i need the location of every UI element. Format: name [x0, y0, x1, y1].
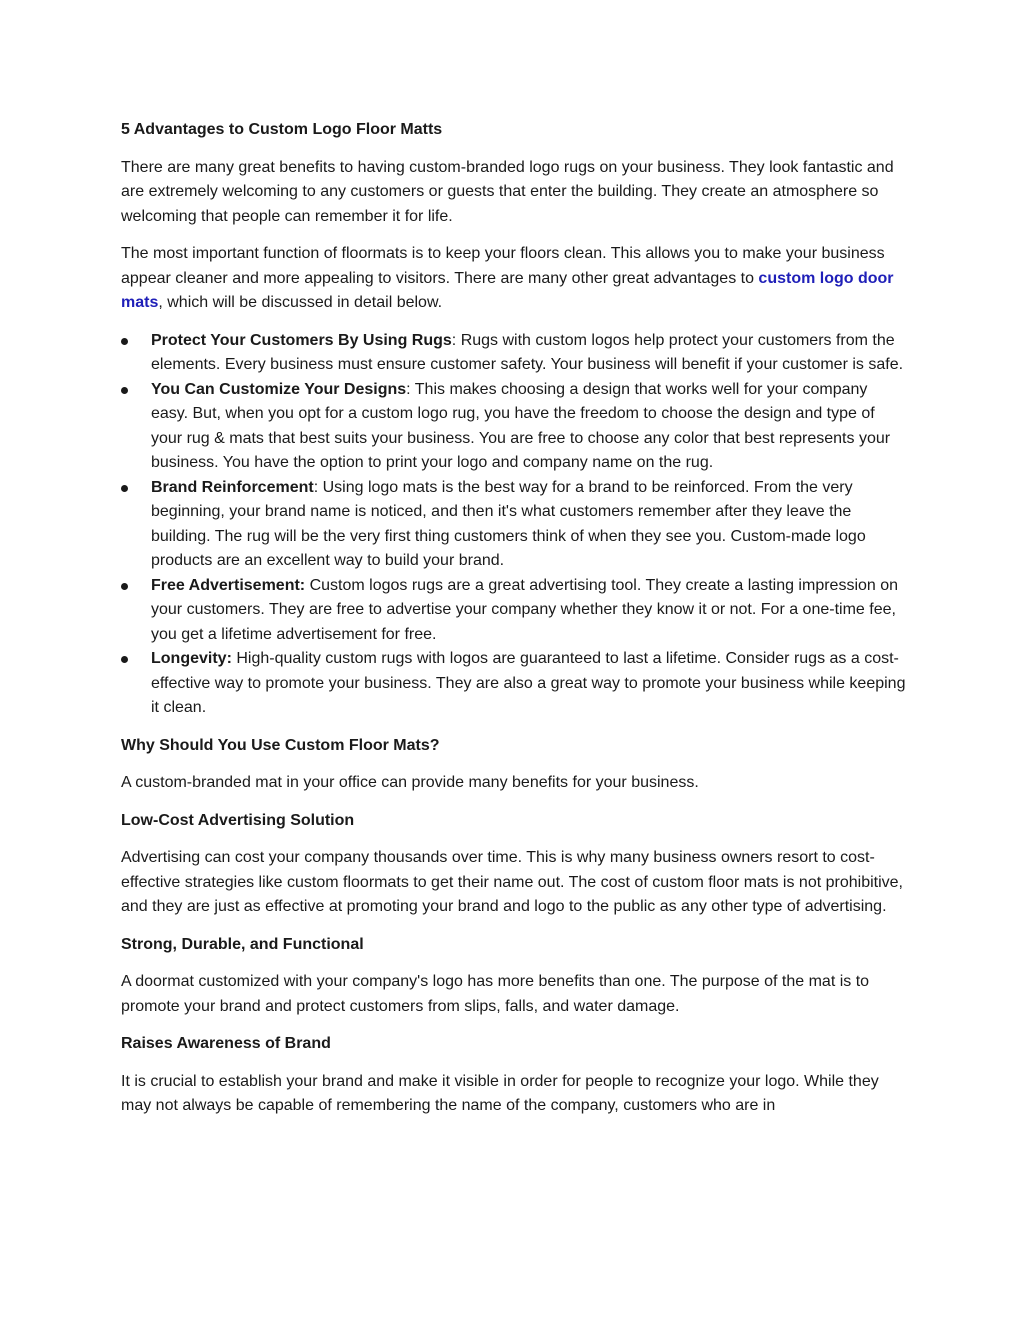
- section-heading-why: Why Should You Use Custom Floor Mats?: [121, 736, 440, 754]
- section-heading-strong: Strong, Durable, and Functional: [121, 935, 364, 953]
- list-item-label: You Can Customize Your Designs: [151, 380, 407, 398]
- section-paragraph-awareness: It is crucial to establish your brand and make it visible in order for people to recognize your logo. While they may not always be capable of remembering the name of the company, customers who are in: [121, 1072, 879, 1114]
- list-item-label: Longevity:: [151, 650, 232, 667]
- intro-paragraph-1: There are many great benefits to having custom-branded logo rugs on your business. They look fantastic and are extremely welcoming to any customers or guests that enter the building. They create an atmosphere so welcoming that people can remember it for life.: [121, 158, 894, 225]
- list-item: [121, 329, 907, 378]
- list-item-text: This makes choosing a design that works well for your company easy. But, when you opt for a custom logo rug, you have the freedom to choose the design and type of your rug & mats that best suits your business. You are free to choose any color that best represents your business. You have the option to print your logo and company name on the rug.: [151, 380, 891, 471]
- intro-paragraph-2: [121, 242, 907, 316]
- list-item-label: Free Advertisement:: [151, 576, 306, 594]
- list-item-separator: :: [313, 478, 323, 496]
- bullet-icon: [121, 387, 128, 394]
- advantages-list: [121, 329, 907, 721]
- intro-paragraph-2-tail: , which will be discussed in detail below.: [158, 294, 443, 311]
- document-title: 5 Advantages to Custom Logo Floor Matts: [121, 121, 443, 138]
- list-item-text: Using logo mats is the best way for a brand to be reinforced. From the very beginning, your brand name is noticed, and then it's what customers remember after they leave the building. The rug will be the very first thing customers think of when they see you. Custom-made logo products are an excellent way to build your brand.: [151, 478, 866, 569]
- intro-paragraph-2-text: The most important function of floormats is to keep your floors clean. This allows you to make your business appear cleaner and more appealing to visitors. There are many other great advantages to: [121, 245, 885, 287]
- list-item-label: Protect Your Customers By Using Rugs: [151, 331, 452, 349]
- section-heading-low-cost: Low-Cost Advertising Solution: [121, 811, 355, 829]
- list-item: [121, 378, 907, 476]
- section-heading-awareness: Raises Awareness of Brand: [121, 1035, 331, 1052]
- section-paragraph-why: A custom-branded mat in your office can provide many benefits for your business.: [121, 774, 699, 791]
- bullet-icon: [121, 485, 128, 492]
- section-paragraph-strong: A doormat customized with your company's logo has more benefits than one. The purpose of the mat is to promote your brand and protect customers from slips, falls, and water damage.: [121, 973, 870, 1015]
- list-item-separator: :: [406, 380, 415, 398]
- list-item-text: High-quality custom rugs with logos are guaranteed to last a lifetime. Consider rugs as a cost-effective way to promote your business. They are also a great way to promote your business while keeping it clean.: [151, 650, 906, 716]
- bullet-icon: [121, 338, 128, 345]
- list-item: [121, 574, 907, 648]
- document-page: [121, 118, 907, 1132]
- list-item-text: Custom logos rugs are a great advertising tool. They create a lasting impression on your customers. They are free to advertise your company whether they know it or not. For a one-time fee, you get a lifetime advertisement for free.: [151, 576, 899, 643]
- list-item-separator: :: [451, 331, 461, 349]
- list-item: [121, 647, 907, 721]
- bullet-icon: [121, 583, 128, 590]
- list-item: [121, 476, 907, 574]
- section-paragraph-low-cost: Advertising can cost your company thousands over time. This is why many business owners resort to cost-effective strategies like custom floormats to get their name out. The cost of custom floor mats is not prohibitive, and they are just as effective at promoting your brand and logo to the public as any other type of advertising.: [121, 849, 903, 915]
- custom-logo-door-mats-link[interactable]: custom logo door mats: [121, 269, 894, 311]
- list-item-label: Brand Reinforcement: [151, 478, 314, 496]
- bullet-icon: [121, 656, 128, 663]
- list-item-text: Rugs with custom logos help protect your customers from the elements. Every business must ensure customer safety. Your business will benefit if your customer is safe.: [151, 331, 904, 373]
